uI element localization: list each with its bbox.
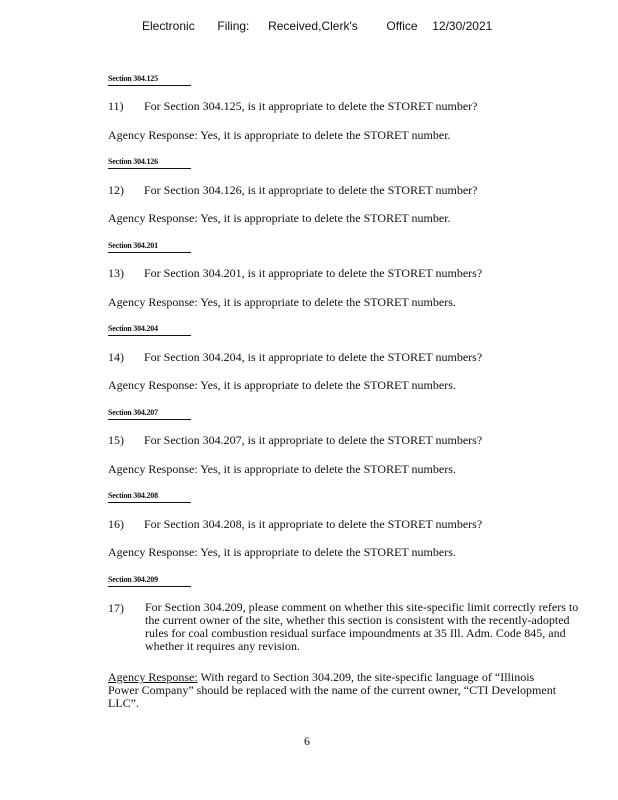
question (108, 350, 482, 364)
stamp-office: Office (386, 19, 418, 33)
stamp-filing: Filing: (217, 19, 250, 33)
question-number: 11) (108, 99, 124, 113)
question (108, 266, 482, 280)
agency-response (108, 545, 456, 559)
page-number: 6 (304, 734, 310, 748)
response-text: Yes, it is appropriate to delete the STORET numbers. (200, 462, 456, 476)
question-text: For Section 304.207, is it appropriate to delete the STORET numbers? (144, 433, 483, 447)
agency-response (108, 128, 451, 142)
section-heading: Section 304.201 (108, 241, 191, 253)
question-number: 15) (108, 433, 124, 447)
agency-response (108, 295, 456, 309)
response-text: Yes, it is appropriate to delete the STORET numbers. (200, 295, 456, 309)
stamp-electronic: Electronic (142, 19, 195, 33)
question-text: For Section 304.126, is it appropriate to delete the STORET number? (144, 183, 478, 197)
question-number: 17) (108, 601, 124, 615)
response-text: With regard to Section 304.209, the site-specific language of “Illinois Power Company” should be replaced with the name of the current owner, “CTI Development LLC”. (108, 670, 557, 710)
question-text: For Section 304.208, is it appropriate to delete the STORET numbers? (144, 517, 483, 531)
section-heading: Section 304.126 (108, 157, 191, 169)
question-number: 13) (108, 266, 124, 280)
question (108, 99, 478, 113)
stamp-date: 12/30/2021 (432, 19, 493, 33)
agency-response (108, 378, 456, 392)
response-label: Agency Response: (108, 128, 198, 142)
question (108, 517, 482, 531)
question-number: 14) (108, 350, 124, 364)
agency-response (108, 462, 456, 476)
section-heading: Section 304.204 (108, 324, 191, 336)
question-text: For Section 304.204, is it appropriate to delete the STORET numbers? (144, 350, 483, 364)
response-label: Agency Response: (108, 378, 198, 392)
response-text: Yes, it is appropriate to delete the STORET numbers. (200, 378, 456, 392)
question-number: 12) (108, 183, 124, 197)
response-label: Agency Response: (108, 295, 198, 309)
response-text: Yes, it is appropriate to delete the STORET number. (200, 211, 451, 225)
stamp-received: Received,Clerk's (268, 19, 358, 33)
question (108, 183, 478, 197)
question-text: For Section 304.201, is it appropriate to delete the STORET numbers? (144, 266, 483, 280)
response-text: Yes, it is appropriate to delete the STORET numbers. (200, 545, 456, 559)
section-heading: Section 304.209 (108, 575, 191, 587)
response-label: Agency Response: (108, 462, 198, 476)
question-text: For Section 304.125, is it appropriate to delete the STORET number? (144, 99, 478, 113)
question-number: 16) (108, 517, 124, 531)
filing-stamp (142, 19, 492, 33)
section-heading: Section 304.207 (108, 408, 191, 420)
section-heading: Section 304.125 (108, 74, 191, 86)
response-label: Agency Response: (108, 670, 198, 684)
response-text: Yes, it is appropriate to delete the STORET number. (200, 128, 451, 142)
agency-response (108, 211, 451, 225)
section-heading: Section 304.208 (108, 491, 191, 503)
question (108, 433, 482, 447)
response-label: Agency Response: (108, 545, 198, 559)
agency-response (108, 671, 563, 710)
response-label: Agency Response: (108, 211, 198, 225)
question-text: For Section 304.209, please comment on whether this site-specific limit correctly refers to the current owner of the site, whether this section is consistent with the recently-adopted rules for coal combustion residual surface impoundments at 35 Ill. Adm. Code 845, and whether it requires any revision. (145, 600, 579, 653)
